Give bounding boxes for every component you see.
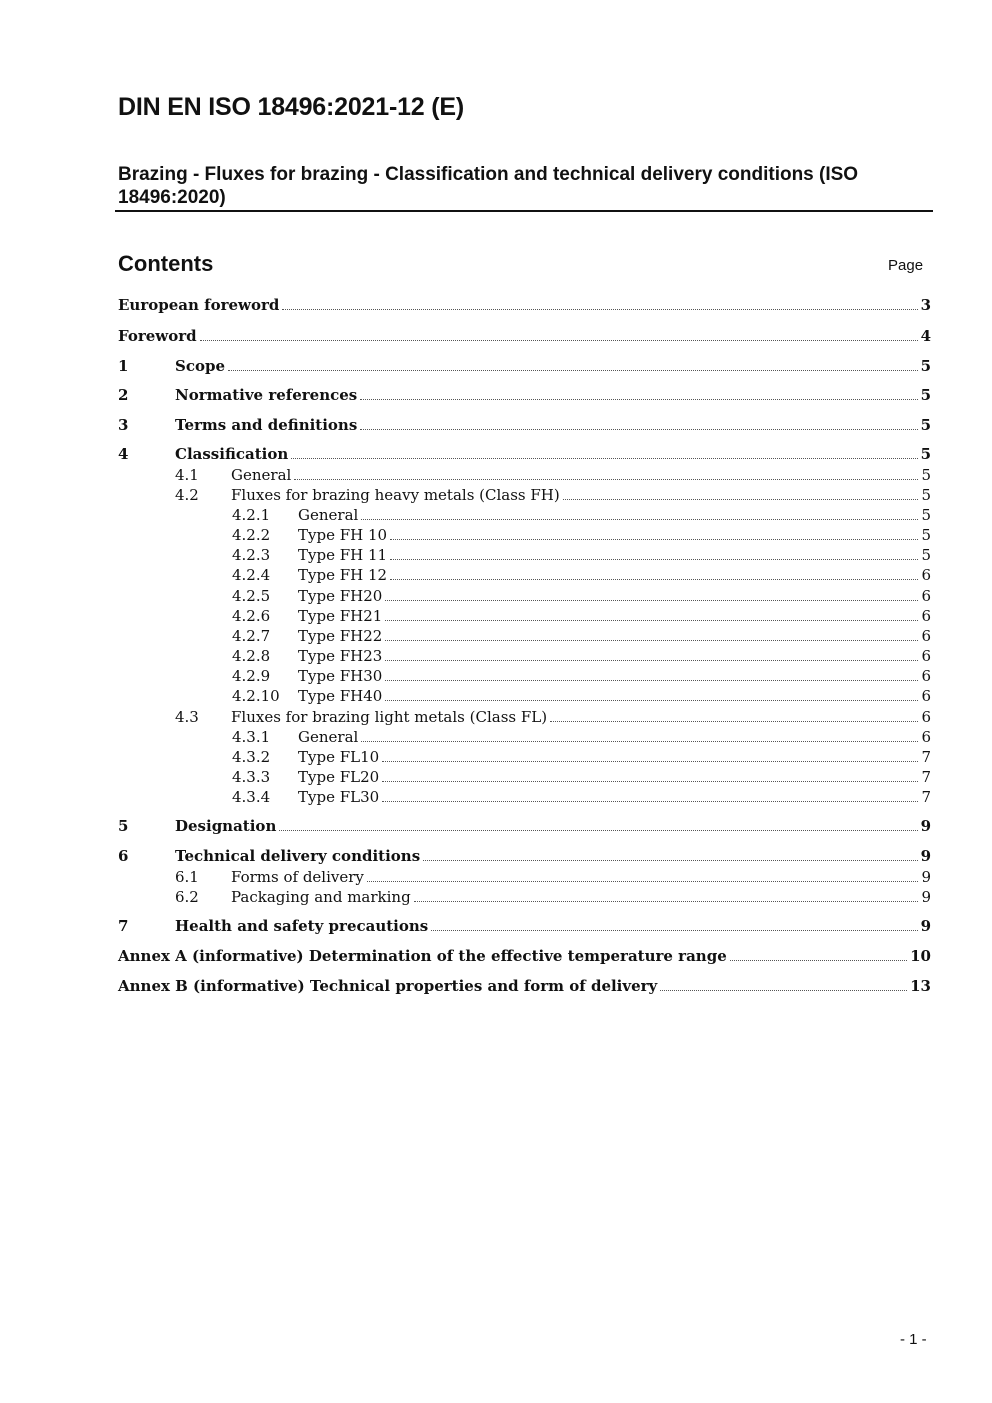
toc-entry-page: 6 [921, 607, 931, 625]
contents-heading: Contents [118, 251, 214, 276]
toc-entry-designation[interactable] [118, 816, 931, 836]
toc-entry-page: 6 [921, 708, 931, 726]
toc-entry-page: 6 [921, 647, 931, 665]
toc-entry-page: 9 [921, 888, 931, 906]
toc-entry-text: Type FH 12 [298, 566, 388, 584]
toc-entry-page: 9 [920, 917, 931, 935]
toc-leader [361, 740, 918, 742]
toc-entry-number: 4.2.10 [232, 687, 280, 705]
toc-entry-number: 6.1 [175, 868, 199, 886]
toc-entry-text: General [298, 506, 359, 524]
toc-entry-6-1[interactable] [175, 867, 931, 887]
toc-entry-page: 5 [921, 486, 931, 504]
toc-entry-terms-and-definitions[interactable] [118, 415, 931, 435]
toc-entry-text: Foreword [118, 327, 197, 345]
toc-entry-number: 4.3.3 [232, 768, 271, 786]
toc-leader [228, 369, 918, 371]
toc-entry-4-2-8[interactable] [232, 646, 931, 666]
page-number: - 1 - [900, 1331, 927, 1348]
toc-leader [279, 829, 917, 831]
toc-entry-annex-b[interactable] [118, 976, 931, 996]
toc-entry-page: 13 [910, 977, 931, 995]
toc-entry-number: 7 [118, 917, 129, 935]
toc-entry-page: 5 [921, 546, 931, 564]
toc-leader [385, 679, 918, 681]
toc-entry-text: Type FH22 [298, 627, 383, 645]
toc-entry-text: Type FL20 [298, 768, 380, 786]
toc-leader [360, 428, 917, 430]
toc-entry-text: Type FL30 [298, 788, 380, 806]
toc-entry-text: Designation [175, 817, 277, 835]
toc-leader [361, 518, 918, 520]
toc-entry-text: Scope [175, 357, 226, 375]
toc-entry-page: 5 [921, 506, 931, 524]
title-divider [115, 210, 933, 212]
toc-leader [423, 859, 917, 861]
toc-leader [367, 880, 919, 882]
toc-entry-european-foreword[interactable] [118, 295, 931, 315]
toc-entry-number: 4.2.7 [232, 627, 271, 645]
toc-leader [360, 398, 917, 400]
toc-entry-number: 2 [118, 386, 129, 404]
toc-entry-4-2-10[interactable] [232, 686, 931, 706]
toc-leader [385, 699, 918, 701]
toc-leader [200, 339, 918, 341]
toc-entry-text: Normative references [175, 386, 358, 404]
toc-leader [390, 578, 918, 580]
toc-entry-page: 6 [921, 587, 931, 605]
toc-entry-page: 5 [921, 526, 931, 544]
toc-entry-number: 4.2 [175, 486, 199, 504]
toc-entry-page: 6 [921, 566, 931, 584]
toc-entry-text: General [298, 728, 359, 746]
toc-entry-4-2-heavy-metals[interactable] [175, 485, 931, 505]
toc-entry-number: 5 [118, 817, 129, 835]
toc-entry-4-3-3[interactable] [232, 767, 931, 787]
toc-entry-technical-delivery-conditions[interactable] [118, 846, 931, 866]
toc-leader [550, 720, 918, 722]
toc-entry-text: Type FH40 [298, 687, 383, 705]
toc-entry-page: 7 [921, 748, 931, 766]
toc-entry-text: Annex B (informative) Technical properties and form of delivery [118, 977, 658, 995]
toc-entry-health-and-safety[interactable] [118, 916, 931, 936]
toc-entry-page: 3 [920, 296, 931, 314]
toc-entry-foreword[interactable] [118, 326, 931, 346]
toc-entry-page: 5 [920, 357, 931, 375]
toc-entry-4-2-5[interactable] [232, 586, 931, 606]
toc-leader [382, 800, 918, 802]
toc-entry-number: 4.1 [175, 466, 199, 484]
toc-leader [431, 929, 917, 931]
toc-entry-number: 4.2.4 [232, 566, 271, 584]
toc-entry-annex-a[interactable] [118, 946, 931, 966]
toc-entry-number: 4.2.6 [232, 607, 271, 625]
page-column-label: Page [888, 257, 924, 274]
toc-entry-page: 9 [921, 868, 931, 886]
toc-leader [390, 538, 918, 540]
toc-entry-number: 4.3 [175, 708, 199, 726]
toc-entry-number: 1 [118, 357, 129, 375]
toc-entry-text: Fluxes for brazing heavy metals (Class FH) [231, 486, 560, 504]
toc-leader [660, 989, 907, 991]
toc-entry-text: Type FH23 [298, 647, 383, 665]
toc-entry-text: Classification [175, 445, 289, 463]
toc-entry-page: 7 [921, 788, 931, 806]
toc-entry-text: Annex A (informative) Determination of the effective temperature range [118, 947, 727, 965]
toc-entry-4-2-6[interactable] [232, 606, 931, 626]
toc-entry-text: European foreword [118, 296, 280, 314]
toc-entry-number: 6.2 [175, 888, 199, 906]
toc-entry-text: General [231, 466, 292, 484]
toc-entry-4-3-1[interactable] [232, 727, 931, 747]
toc-entry-page: 5 [920, 416, 931, 434]
toc-leader [282, 308, 917, 310]
toc-entry-number: 4.3.2 [232, 748, 271, 766]
toc-entry-text: Type FH 10 [298, 526, 388, 544]
toc-entry-4-3-light-metals[interactable] [175, 707, 931, 727]
toc-leader [382, 780, 918, 782]
toc-entry-text: Health and safety precautions [175, 917, 429, 935]
toc-entry-page: 6 [921, 687, 931, 705]
toc-entry-page: 5 [920, 386, 931, 404]
toc-entry-4-1-general[interactable] [175, 465, 931, 485]
toc-entry-text: Packaging and marking [231, 888, 411, 906]
toc-entry-4-2-9[interactable] [232, 666, 931, 686]
toc-entry-page: 6 [921, 627, 931, 645]
toc-leader [390, 558, 918, 560]
document-subtitle: Brazing - Fluxes for brazing - Classification and technical delivery conditions (ISO 18496:2020) [118, 164, 859, 208]
toc-entry-page: 6 [921, 728, 931, 746]
toc-entry-number: 4.2.9 [232, 667, 271, 685]
toc-entry-number: 3 [118, 416, 129, 434]
toc-entry-number: 4.3.1 [232, 728, 271, 746]
toc-leader [385, 599, 918, 601]
toc-entry-text: Type FH21 [298, 607, 383, 625]
toc-entry-page: 5 [921, 466, 931, 484]
toc-entry-4-2-4[interactable] [232, 565, 931, 585]
toc-entry-number: 4.2.3 [232, 546, 271, 564]
toc-entry-number: 4.2.8 [232, 647, 271, 665]
toc-entry-text: Type FL10 [298, 748, 380, 766]
document-title: DIN EN ISO 18496:2021-12 (E) [118, 93, 464, 121]
toc-entry-text: Type FH20 [298, 587, 383, 605]
toc-entry-4-3-4[interactable] [232, 787, 931, 807]
toc-leader [294, 478, 918, 480]
toc-entry-page: 9 [920, 847, 931, 865]
toc-entry-number: 6 [118, 847, 129, 865]
toc-entry-number: 4.3.4 [232, 788, 271, 806]
toc-entry-number: 4.2.5 [232, 587, 271, 605]
toc-entry-text: Type FH 11 [298, 546, 388, 564]
toc-entry-page: 6 [921, 667, 931, 685]
toc-entry-page: 9 [920, 817, 931, 835]
toc-entry-page: 4 [920, 327, 931, 345]
toc-entry-page: 7 [921, 768, 931, 786]
toc-entry-4-2-2[interactable] [232, 525, 931, 545]
toc-entry-text: Technical delivery conditions [175, 847, 421, 865]
toc-entry-text: Forms of delivery [231, 868, 364, 886]
toc-entry-number: 4.2.2 [232, 526, 271, 544]
toc-entry-number: 4 [118, 445, 129, 463]
toc-entry-text: Terms and definitions [175, 416, 358, 434]
toc-leader [730, 959, 907, 961]
toc-entry-4-2-3[interactable] [232, 545, 931, 565]
toc-leader [382, 760, 918, 762]
toc-leader [385, 659, 918, 661]
toc-entry-page: 10 [910, 947, 931, 965]
toc-leader [414, 900, 919, 902]
toc-entry-page: 5 [920, 445, 931, 463]
toc-entry-6-2[interactable] [175, 887, 931, 907]
toc-leader [563, 498, 919, 500]
toc-entry-number: 4.2.1 [232, 506, 271, 524]
toc-entry-scope[interactable] [118, 356, 931, 376]
toc-leader [385, 639, 918, 641]
toc-entry-normative-references[interactable] [118, 385, 931, 405]
toc-entry-4-2-7[interactable] [232, 626, 931, 646]
toc-entry-4-2-1[interactable] [232, 505, 931, 525]
toc-entry-text: Fluxes for brazing light metals (Class FL) [231, 708, 548, 726]
toc-leader [291, 457, 917, 459]
toc-leader [385, 619, 918, 621]
toc-entry-4-3-2[interactable] [232, 747, 931, 767]
toc-entry-classification[interactable] [118, 444, 931, 464]
toc-entry-text: Type FH30 [298, 667, 383, 685]
